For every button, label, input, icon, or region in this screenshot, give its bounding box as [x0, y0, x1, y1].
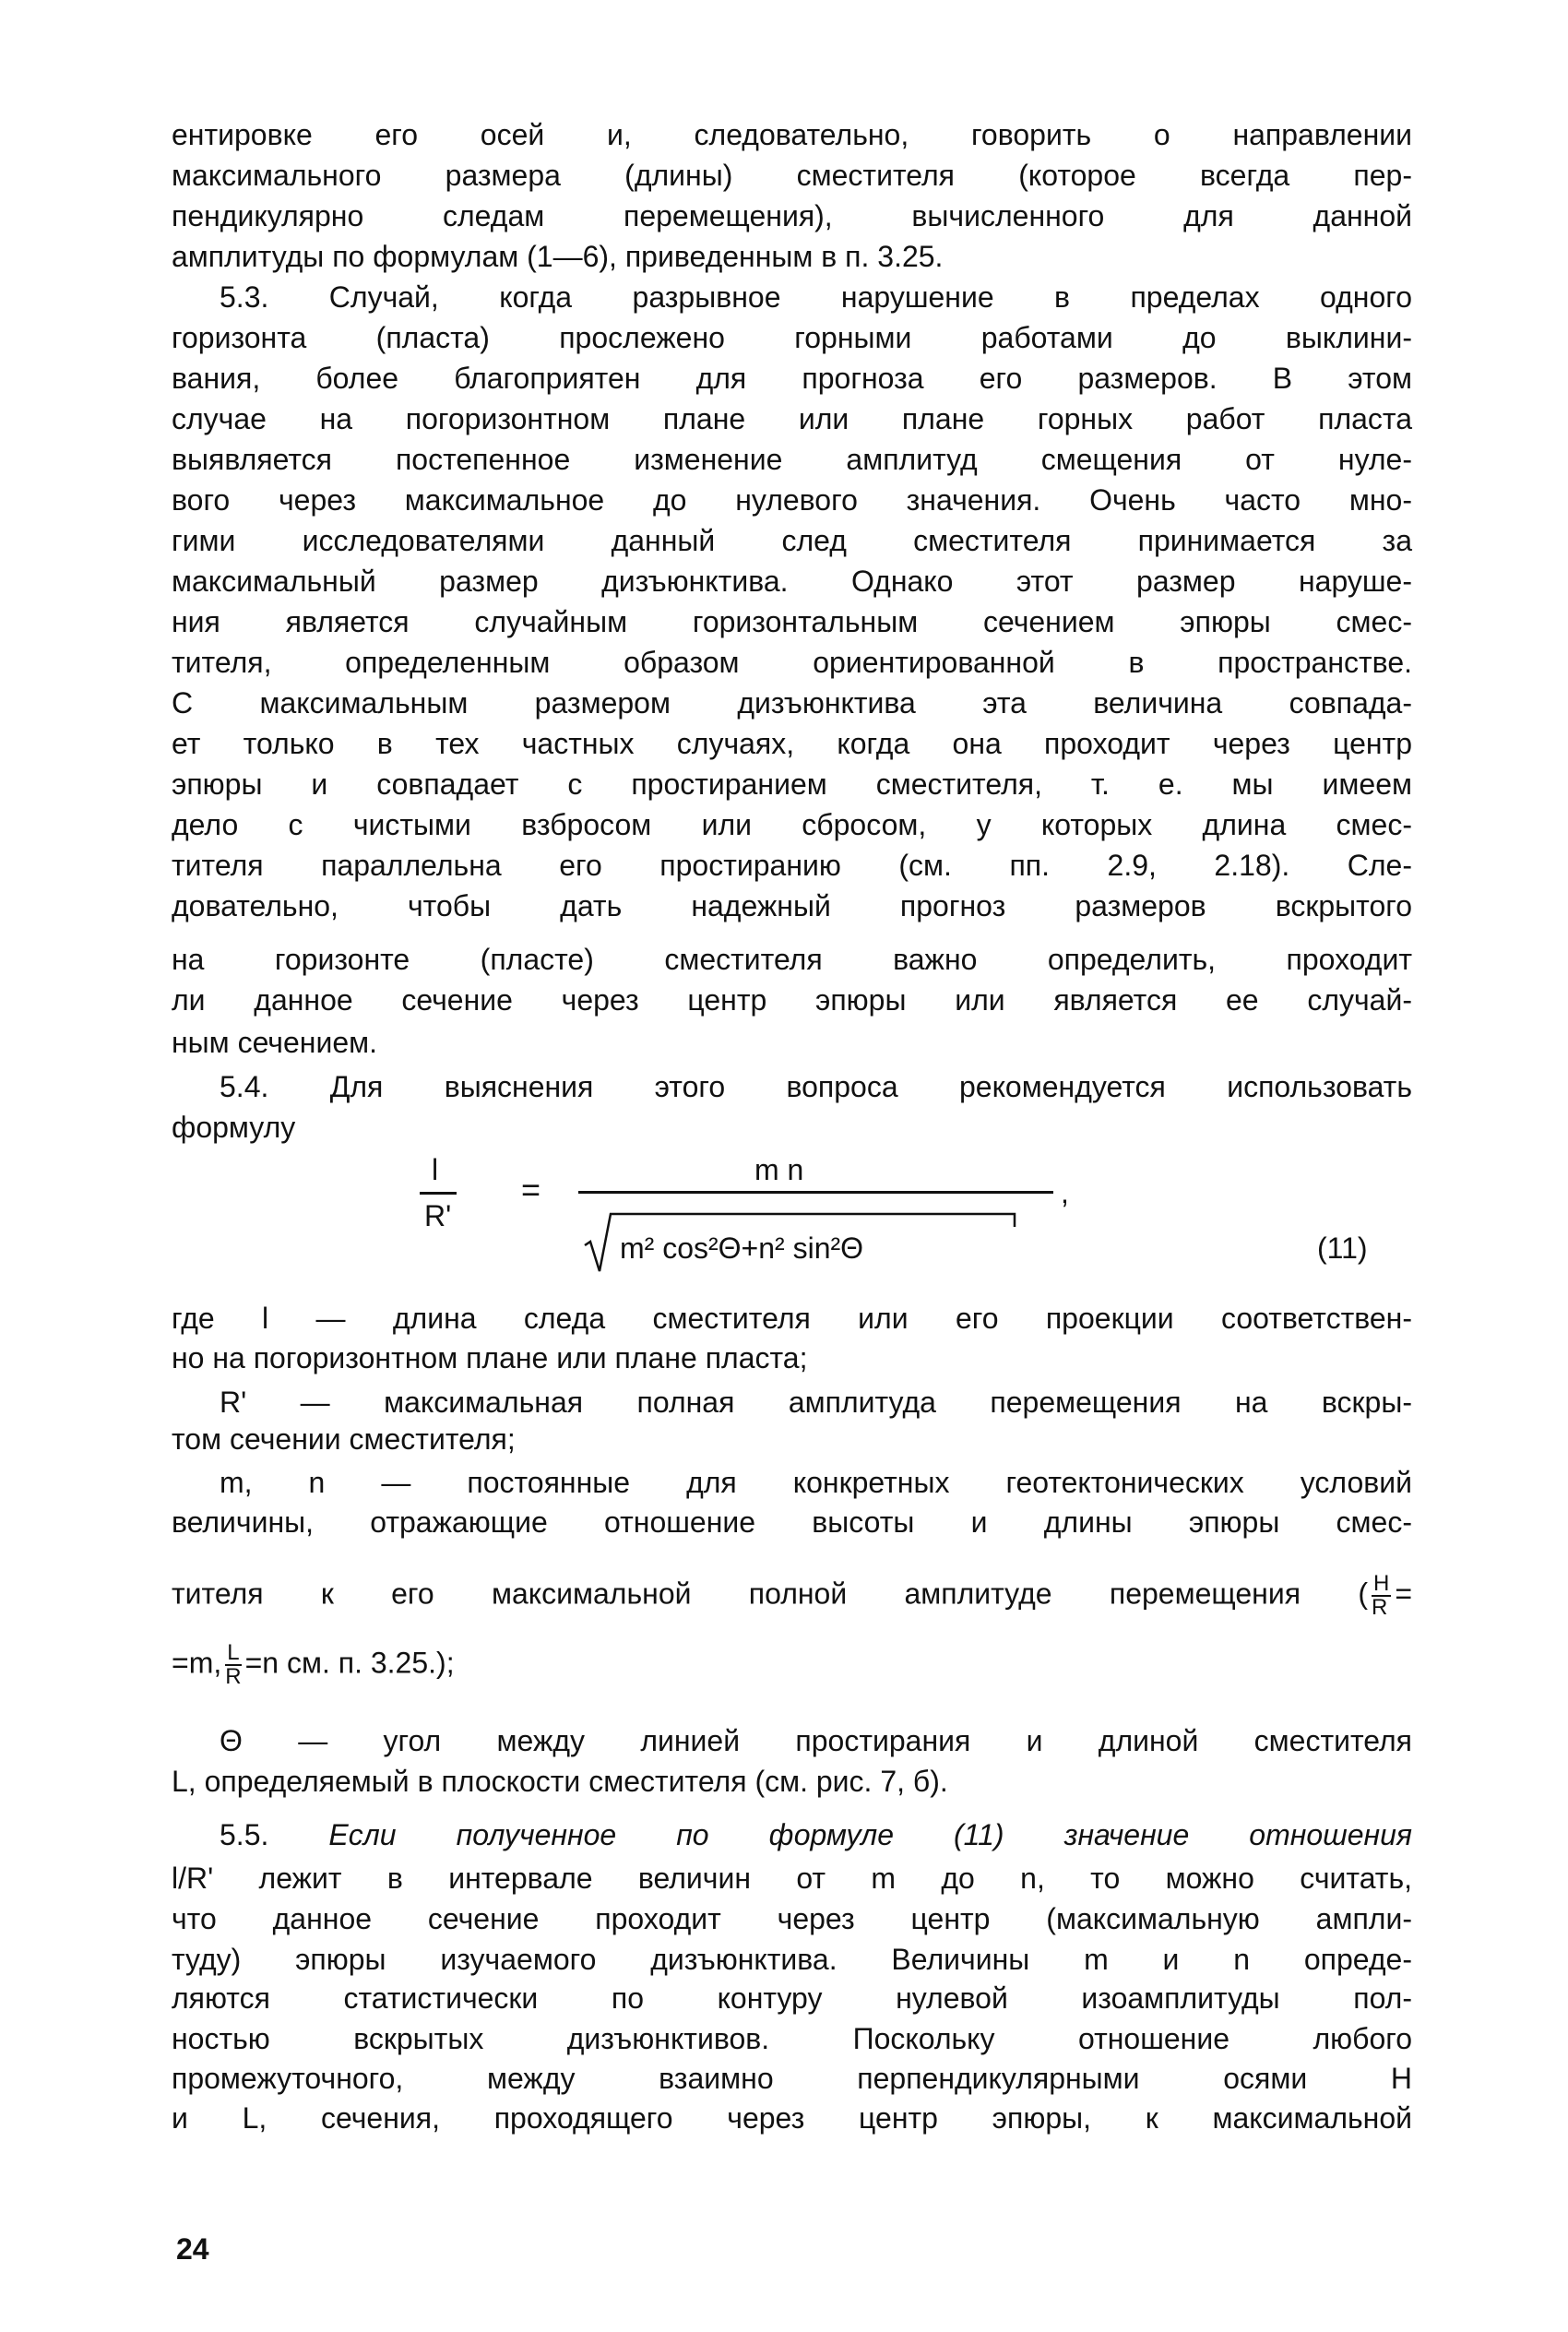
text-line: величины, отражающие отношение высоты и длины эпюры смес- [172, 1505, 1412, 1539]
fraction-l-over-r: $\frac{L}{R}$ [225, 1640, 242, 1689]
text-line: случае на погоризонтном плане или плане горных работ пласта [172, 402, 1412, 435]
text-line: гими исследователями данный след сместителя принимается за [172, 524, 1412, 557]
page-number: 24 [176, 2232, 209, 2266]
text-line: ностью вскрытых дизъюнктивов. Поскольку отношение любого [172, 2022, 1412, 2055]
formula-lhs-denominator: R' [424, 1199, 452, 1232]
text-line: что данное сечение проходит через центр (максимальную ампли- [172, 1902, 1412, 1935]
formula-lhs-fraction-bar [420, 1192, 457, 1195]
text-line: пендикулярно следам перемещения), вычисленного для данной [172, 199, 1412, 232]
text-line: но на погоризонтном плане или плане пласта; [172, 1341, 808, 1374]
text-line: Θ — угол между линией простирания и длиной сместителя [220, 1724, 1412, 1757]
text-line: амплитуды по формулам (1—6), приведенным в п. 3.25. [172, 240, 944, 273]
text-line: где l — длина следа сместителя или его проекции соответствен- [172, 1302, 1412, 1335]
text-line: горизонта (пласта) прослежено горными работами до выклини- [172, 321, 1412, 354]
text-line: m, n — постоянные для конкретных геотектонических условий [220, 1466, 1412, 1499]
text-line: ния является случайным горизонтальным сечением эпюры смес- [172, 605, 1412, 638]
text-line [172, 2138, 1412, 2179]
text-line: тителя, определенным образом ориентированной в пространстве. [172, 646, 1412, 679]
text-line: вания, более благоприятен для прогноза его размеров. В этом [172, 362, 1412, 395]
text-line: ным сечением. [172, 1026, 377, 1059]
text-line: =m, $\frac{L}{R}$ =n см. п. 3.25.); [172, 1640, 455, 1689]
text-line: эпюры и совпадает с простиранием сместителя, т. е. мы имеем [172, 767, 1412, 801]
formula-rhs-denominator: m² cos²Θ+n² sin²Θ [620, 1231, 864, 1265]
formula-comma: , [1061, 1176, 1069, 1209]
text-line: формулу [172, 1111, 296, 1144]
formula-number: (11) [1317, 1231, 1368, 1265]
formula-equals: = [521, 1171, 541, 1208]
formula-lhs-numerator: l [432, 1153, 439, 1186]
text-line: тителя к его максимальной полной амплитуде перемещения ( $\frac{H}{R}$ = [172, 1571, 1412, 1620]
text-line: дело с чистыми взбросом или сбросом, у которых длина смес- [172, 808, 1412, 841]
text-line: промежуточного, между взаимно перпендикулярными осями H [172, 2062, 1412, 2095]
formula-rhs-numerator: m n [754, 1153, 804, 1186]
text-line: ентировке его осей и, следовательно, говорить о направлении [172, 118, 1412, 151]
text-line: 5.3. Случай, когда разрывное нарушение в пределах одного [220, 280, 1412, 314]
text-line: туду) эпюры изучаемого дизъюнктива. Величины m и n опреде- [172, 1943, 1412, 1976]
text-line: R' — максимальная полная амплитуда перемещения на вскры- [220, 1386, 1412, 1419]
text-line: на горизонте (пласте) сместителя важно определить, проходит [172, 943, 1412, 976]
fraction-h-over-r: $\frac{H}{R}$ [1371, 1571, 1390, 1620]
text-line: максимальный размер дизъюнктива. Однако этот размер наруше- [172, 565, 1412, 598]
text-line: вого через максимальное до нулевого значения. Очень часто мно- [172, 483, 1412, 517]
text-line: L, определяемый в плоскости сместителя (см. рис. 7, б). [172, 1765, 948, 1798]
text-line: ет только в тех частных случаях, когда она проходит через центр [172, 727, 1412, 760]
text-line: и L, сечения, проходящего через центр эпюры, к максимальной [172, 2101, 1412, 2135]
text-line: тителя параллельна его простиранию (см. пп. 2.9, 2.18). Сле- [172, 849, 1412, 882]
text-line: 5.4. Для выяснения этого вопроса рекомендуется использовать [220, 1070, 1412, 1103]
text-line: С максимальным размером дизъюнктива эта величина совпада- [172, 686, 1412, 720]
text-line: ли данное сечение через центр эпюры или является ее случай- [172, 983, 1412, 1017]
text-line: l/R' лежит в интервале величин от m до n, то можно считать, [172, 1862, 1412, 1895]
text-line: выявляется постепенное изменение амплитуд смещения от нуле- [172, 443, 1412, 476]
text-line: том сечении сместителя; [172, 1422, 516, 1456]
text-line: 5.5. Если полученное по формуле (11) значение отношения [220, 1818, 1413, 1851]
text-line: ляются статистически по контуру нулевой изоамплитуды пол- [172, 1981, 1412, 2015]
formula-rhs-fraction-bar [578, 1191, 1053, 1194]
text-line: довательно, чтобы дать надежный прогноз размеров вскрытого [172, 889, 1412, 922]
text-line: максимального размера (длины) сместителя (которое всегда пер- [172, 159, 1412, 192]
